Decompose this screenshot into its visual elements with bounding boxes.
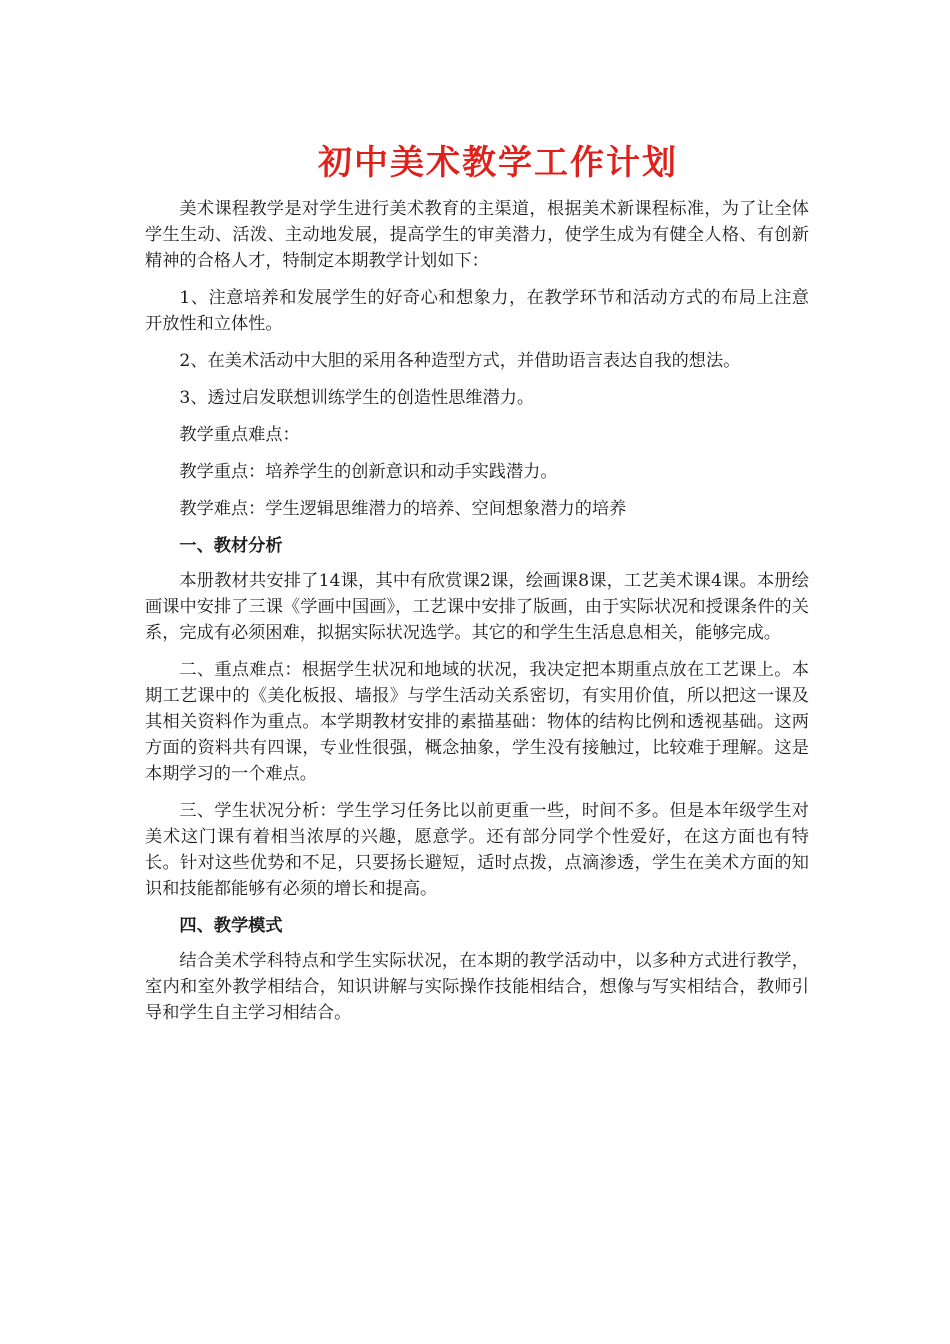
student-analysis-paragraph: 三、学生状况分析：学生学习任务比以前更重一些，时间不多。但是本年级学生对美术这门课有着相当浓厚的兴趣，愿意学。还有部分同学个性爱好，在这方面也有特长。针对这些优势和不足，只要扬长避短，适时点拨，点滴渗透，学生在美术方面的知识和技能都能够有必须的增长和提高。 [145,801,809,899]
teaching-difficulty: 教学难点：学生逻辑思维潜力的培养、空间想象潜力的培养 [179,499,627,519]
plan-item-1: 1、注意培养和发展学生的好奇心和想象力，在教学环节和活动方式的布局上注意开放性和立体性。 [145,288,809,334]
section-heading-teaching-mode: 四、教学模式 [179,916,283,936]
teaching-focus: 教学重点：培养学生的创新意识和动手实践潜力。 [179,462,558,482]
document-title: 初中美术教学工作计划 [318,143,678,183]
document-page [145,140,809,1037]
section-heading-textbook-analysis: 一、教材分析 [179,536,283,556]
plan-item-2: 2、在美术活动中大胆的采用各种造型方式，并借助语言表达自我的想法。 [179,351,741,371]
teaching-mode-paragraph: 结合美术学科特点和学生实际状况，在本期的教学活动中，以多种方式进行教学，室内和室外教学相结合，知识讲解与实际操作技能相结合，想像与写实相结合，教师引导和学生自主学习相结合。 [145,951,809,1023]
textbook-analysis-paragraph: 本册教材共安排了14课，其中有欣赏课2课，绘画课8课，工艺美术课4课。本册绘画课中安排了三课《学画中国画》，工艺课中安排了版画，由于实际状况和授课条件的关系，完成有必须困难，拟据实际状况选学。其它的和学生生活息息相关，能够完成。 [145,571,809,643]
focus-difficulty-paragraph: 二、重点难点：根据学生状况和地域的状况，我决定把本期重点放在工艺课上。本期工艺课中的《美化板报、墙报》与学生活动关系密切，有实用价值，所以把这一课及其相关资料作为重点。本学期教材安排的素描基础：物体的结构比例和透视基础。这两方面的资料共有四课，专业性很强，概念抽象，学生没有接触过，比较难于理解。这是本期学习的一个难点。 [145,660,809,784]
key-points-label: 教学重点难点： [179,425,300,445]
plan-item-3: 3、透过启发联想训练学生的创造性思维潜力。 [179,388,535,408]
intro-paragraph: 美术课程教学是对学生进行美术教育的主渠道，根据美术新课程标准，为了让全体学生生动、活泼、主动地发展，提高学生的审美潜力，使学生成为有健全人格、有创新精神的合格人才，特制定本期教学计划如下： [145,199,809,271]
